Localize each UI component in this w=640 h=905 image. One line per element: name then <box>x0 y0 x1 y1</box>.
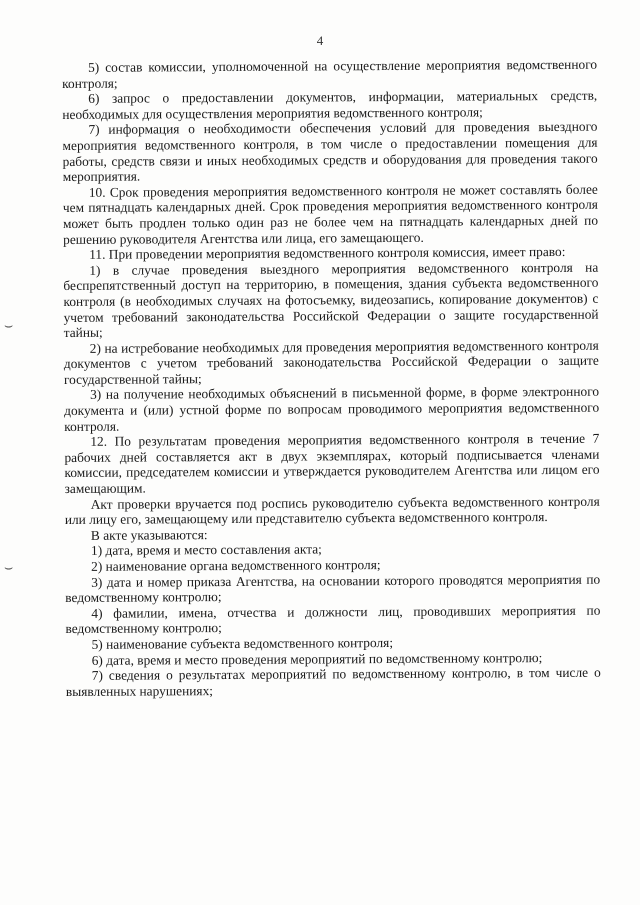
paragraph: 6) запрос о предоставлении документов, информации, материальных средств, необходимых для осуществления мероприятия ведомственного контроля; <box>62 87 598 122</box>
paragraph: 1) в случае проведения выездного мероприятия ведомственного контроля на беспрепятственный доступ на территорию, в помещения, здания субъекта ведомственного контроля (в необходимых случаях на фотосъемку, видеозапись, копирование документов) с учетом требований законодательства Российской Федерации о защите государственной тайны; <box>63 259 599 341</box>
paragraph: 1) дата, время и место составления акта; <box>90 541 322 559</box>
paragraph: 5) наименование субъекта ведомственного контроля; <box>91 634 394 652</box>
document-body <box>62 57 601 700</box>
paragraph: 7) информация о необходимости обеспечения условий для проведения выездного мероприятия ведомственного контроля, в том числе о предоставлении помещения для работы, средств связи и иных необходимых средств и оборудования для проведения такого мероприятия. <box>62 119 598 185</box>
page-number: 4 <box>316 33 324 48</box>
paragraph: 3) на получение необходимых объяснений в письменной форме, в форме электронного документа и (или) устной форме по вопросам проводимого мероприятия ведомственного контроля. <box>64 384 600 434</box>
paragraph: Акт проверки вручается под роспись руководителю субъекта ведомственного контроля или лицу его, замещающему или представителю субъекта ведомственного контроля. <box>64 493 600 528</box>
margin-tick-mark: ⌣ <box>4 318 14 334</box>
paragraph: 7) сведения о результатах мероприятий по ведомственному контролю, в том числе о выявленных нарушениях; <box>65 664 601 699</box>
paragraph: 4) фамилии, имена, отчества и должности лиц, проводивших мероприятия по ведомственному контролю; <box>65 602 601 637</box>
paragraph: 5) состав комиссии, уполномоченной на осуществление мероприятия ведомственного контроля; <box>62 56 598 91</box>
paragraph: 10. Срок проведения мероприятия ведомственного контроля не может составлять более чем пятнадцать календарных дней. Срок проведения мероприятия ведомственного контроля может быть продлен только один раз не более чем на пятнадцать календарных дней по решению руководителя Агентства или лица, его замещающего. <box>62 181 599 247</box>
margin-tick-mark: ⌣ <box>4 560 14 576</box>
paragraph: 6) дата, время и место проведения мероприятий по ведомственному контролю; <box>91 649 543 668</box>
paragraph: 11. При проведении мероприятия ведомственного контроля комиссия, имеет право: <box>89 244 566 262</box>
paragraph: 3) дата и номер приказа Агентства, на основании которого проводятся мероприятия по ведомственному контролю; <box>65 571 601 606</box>
paragraph: В акте указываются: <box>90 526 208 543</box>
paragraph: 2) на истребование необходимых для проведения мероприятия ведомственного контроля документов с учетом требований законодательства Российской Федерации о защите государственной тайны; <box>63 337 599 387</box>
paragraph: 2) наименование органа ведомственного контроля; <box>91 557 381 574</box>
paragraph: 12. По результатам проведения мероприятия ведомственного контроля в течение 7 рабочих дней составляется акт в двух экземплярах, который подписывается членами комиссии, председателем комиссии и утверждается руководителем Агентства или лицом его замещающим. <box>64 430 600 497</box>
